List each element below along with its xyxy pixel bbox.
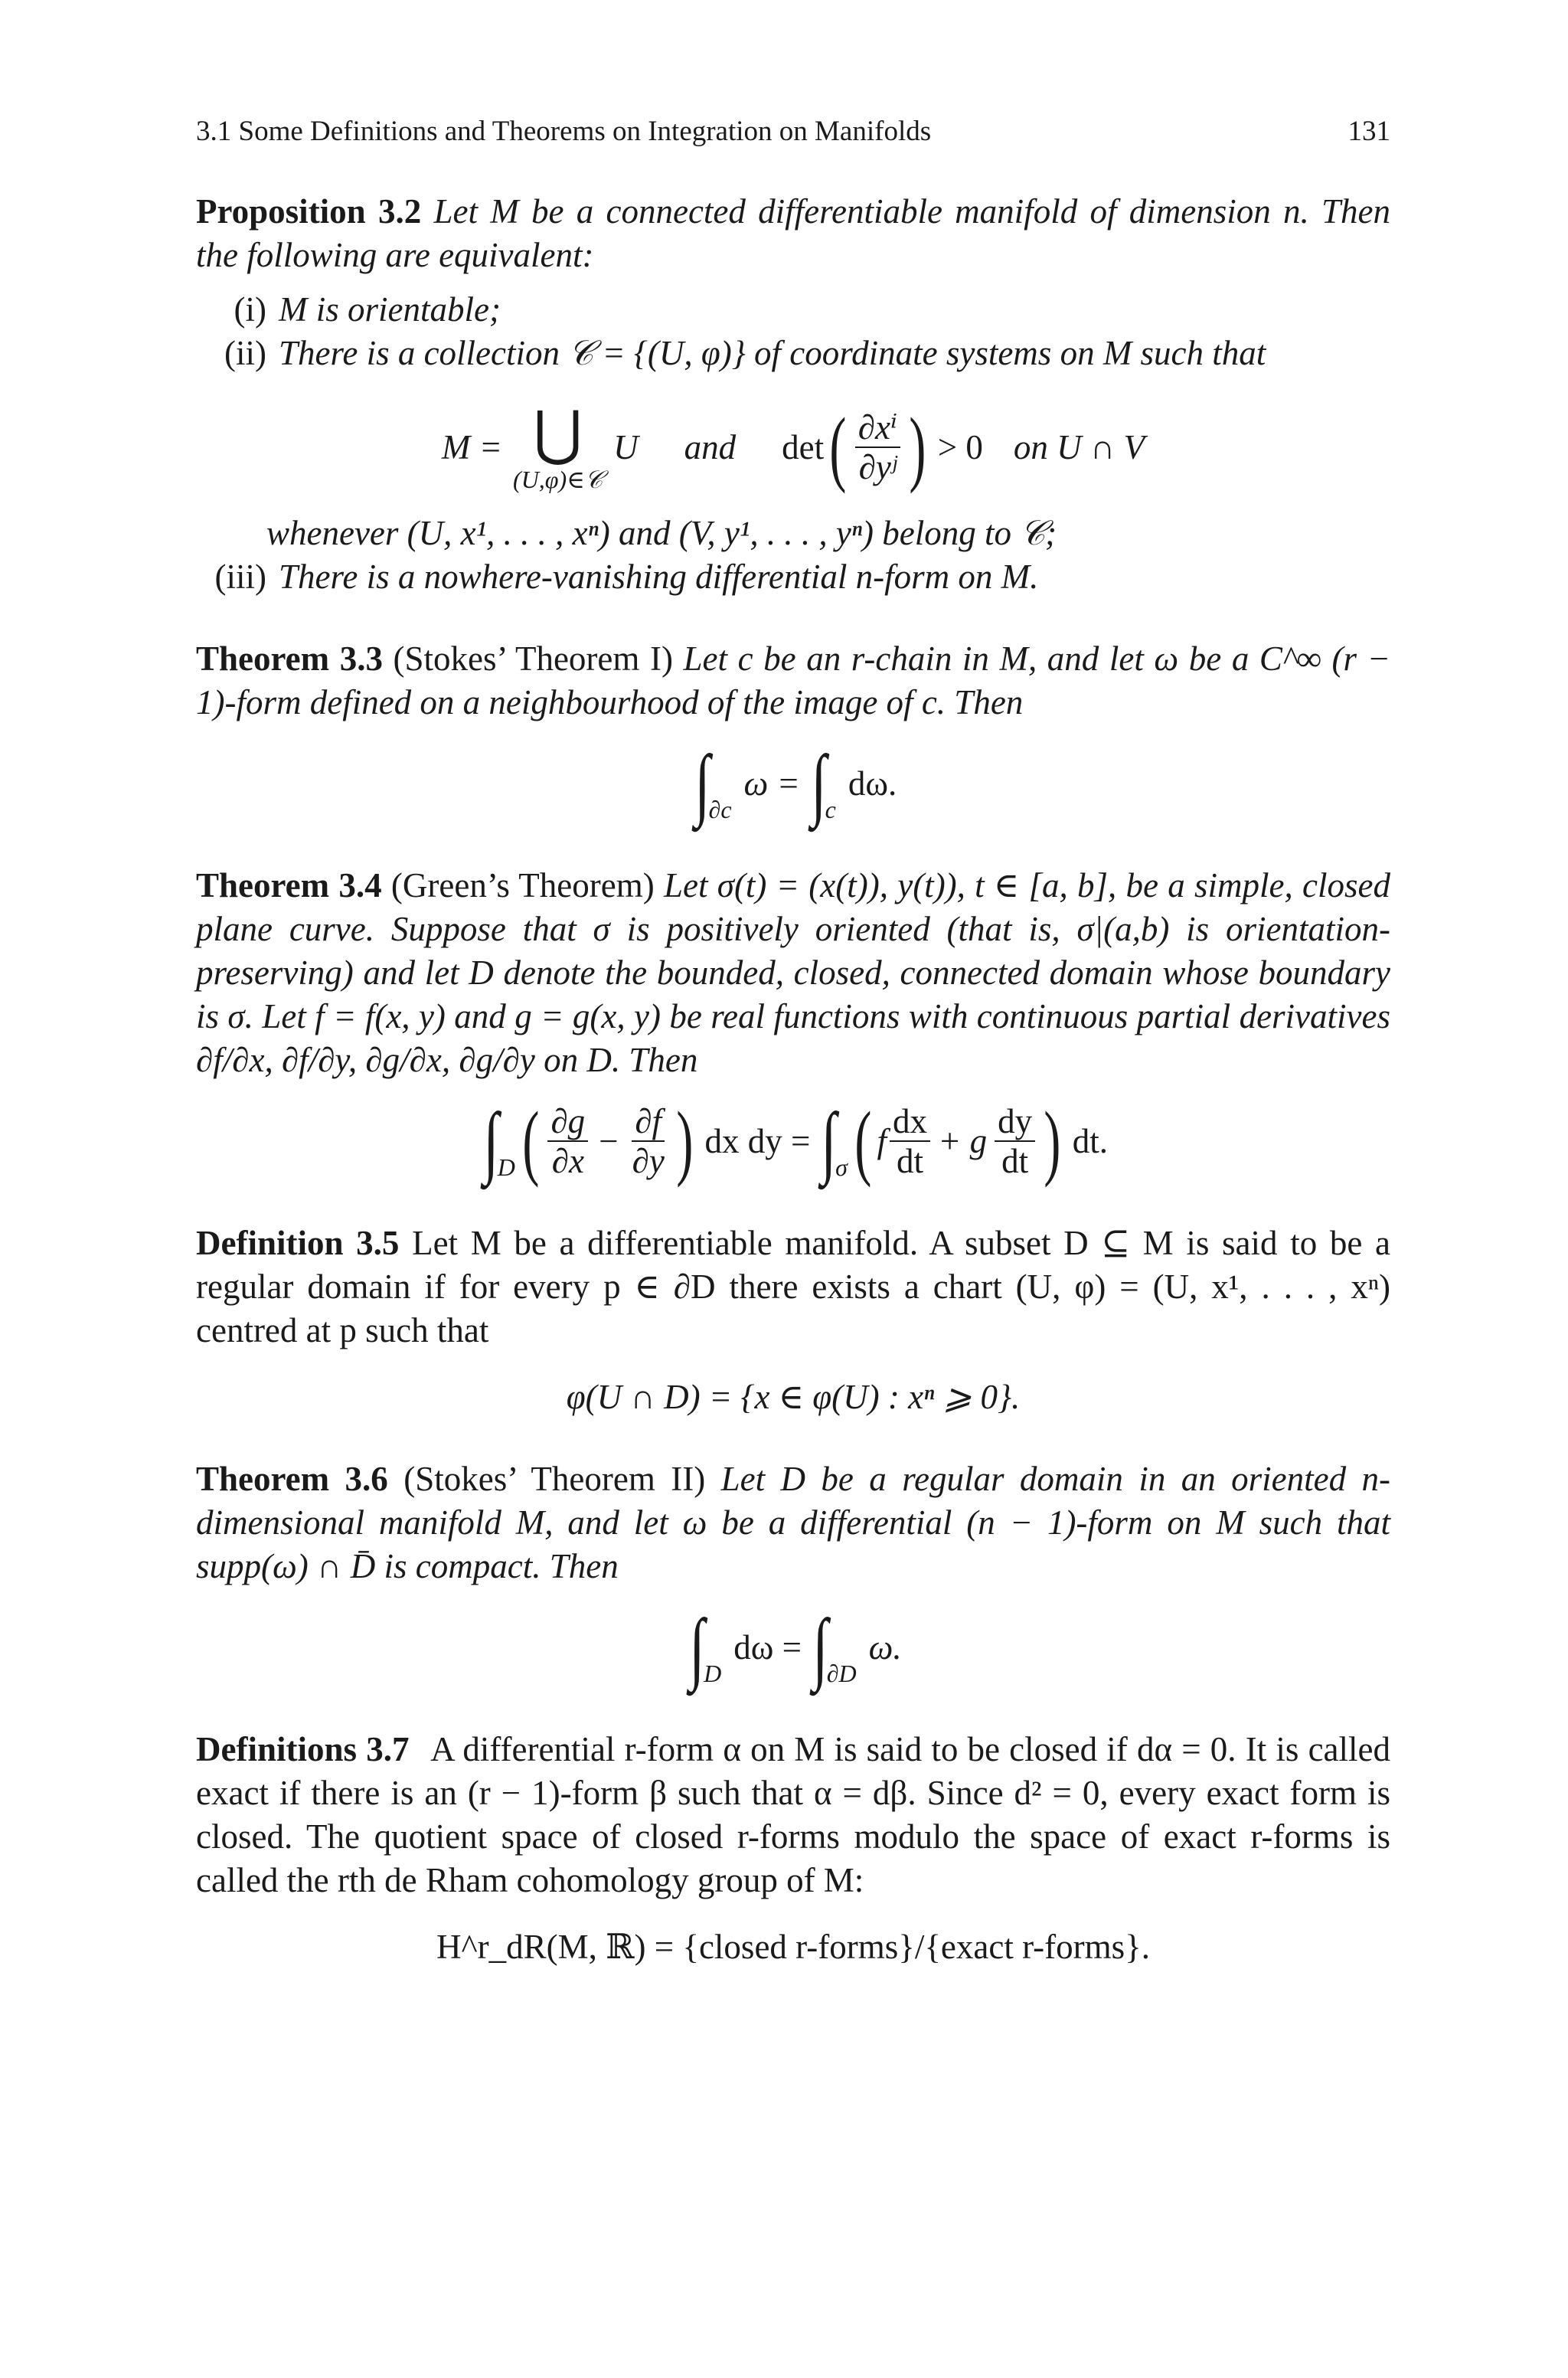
integrand: dω. bbox=[848, 764, 897, 803]
equation-green: ∫ D ( $\frac{\partial g}{\partial x}$ − $\frac{\partial f}{\partial y}$ ) dx dy = ∫ σ ( f $\frac{dx}{dt}$ + g $\frac{dy}{dt}$ ) dt. bbox=[196, 1099, 1390, 1183]
fraction bbox=[995, 1102, 1035, 1180]
eq-and: and bbox=[684, 427, 737, 466]
list-item bbox=[196, 332, 1390, 375]
jacobian-fraction bbox=[855, 408, 900, 486]
dt: dt. bbox=[1072, 1121, 1109, 1160]
eq-on: on U ∩ V bbox=[1013, 427, 1145, 466]
plus-g: + g bbox=[938, 1121, 988, 1160]
definition-3-5 bbox=[196, 1222, 1390, 1419]
theorem-name: (Stokes’ Theorem I) bbox=[393, 639, 673, 678]
fraction-numerator: ∂g bbox=[547, 1102, 588, 1142]
eq-det: det bbox=[782, 427, 825, 466]
item-number: (i) bbox=[234, 290, 266, 329]
dxdy: dx dy = bbox=[704, 1121, 811, 1160]
definition-label: Definition 3.5 bbox=[196, 1224, 400, 1262]
integral: ∫ ∂c bbox=[691, 741, 732, 826]
whenever-text: whenever (U, x¹, . . . , xⁿ) and (V, y¹, . . . , yⁿ) belong to 𝒞; bbox=[266, 514, 1057, 552]
theorem-label: Theorem 3.4 bbox=[196, 866, 382, 904]
list-item bbox=[196, 555, 1390, 599]
fraction bbox=[890, 1102, 930, 1180]
theorem-statement: Let D be a regular domain in an oriented n-dimensional manifold M, and let ω be a differential (n − 1)-form on M such that supp(ω) ∩ D̄ is compact. Then bbox=[196, 1460, 1390, 1585]
item-text: There is a nowhere-vanishing differential n-form on M. bbox=[279, 558, 1039, 596]
coefficient-f: f bbox=[877, 1121, 887, 1160]
item-text: M is orientable; bbox=[279, 290, 501, 329]
fraction bbox=[547, 1102, 588, 1180]
proposition-label: Proposition 3.2 bbox=[196, 192, 422, 231]
theorem-3-6 bbox=[196, 1457, 1390, 1692]
bigcup-subscript: (U,φ)∈𝒞 bbox=[513, 466, 603, 493]
integral-subscript: σ bbox=[835, 1153, 848, 1181]
integral: ∫ c bbox=[808, 741, 836, 826]
fraction-denominator: ∂x bbox=[551, 1142, 584, 1180]
fraction bbox=[629, 1102, 668, 1180]
integral-subscript: c bbox=[825, 796, 836, 823]
integral-subscript: D bbox=[704, 1660, 722, 1687]
bigcup: ⋃ (U,φ)∈𝒞 bbox=[513, 400, 603, 493]
integrand: ω = bbox=[743, 764, 800, 803]
minus-sign: − bbox=[599, 1121, 619, 1160]
integral: ∫ D bbox=[686, 1605, 721, 1689]
item-text: There is a collection 𝒞 = {(U, φ)} of coordinate systems on M such that bbox=[279, 334, 1266, 372]
fraction-numerator: dx bbox=[890, 1102, 930, 1142]
definition-label: Definitions 3.7 bbox=[196, 1730, 410, 1768]
section-title: 3.1 Some Definitions and Theorems on Integration on Manifolds bbox=[196, 116, 932, 147]
item-number: (iii) bbox=[214, 558, 266, 596]
equation-regular-domain: φ(U ∩ D) = {x ∈ φ(U) : xⁿ ⩾ 0}. bbox=[566, 1378, 1021, 1416]
fraction-numerator: ∂f bbox=[632, 1102, 665, 1142]
equation-stokes-2 bbox=[196, 1602, 1390, 1692]
equation-stokes-1 bbox=[196, 738, 1390, 828]
theorem-3-3 bbox=[196, 637, 1390, 826]
fraction-denominator: ∂y bbox=[632, 1142, 665, 1180]
theorem-statement: Let c be an r-chain in M, and let ω be a C^∞ (r − 1)-form defined on a neighbourhood of the image of c. Then bbox=[196, 639, 1391, 721]
eq-u: U bbox=[613, 427, 639, 466]
equation-union-det: M = ⋃ (U,φ)∈𝒞 U and det ( $\frac{\text{∂xⁱ}}{\text{∂yʲ}}$ ) > 0 on U ∩ V bbox=[441, 400, 1145, 494]
list-item bbox=[196, 288, 1390, 332]
theorem-name: (Green’s Theorem) bbox=[390, 866, 655, 904]
proposition-statement: Let M be a connected differentiable manifold of dimension n. Then the following are equivalent: bbox=[196, 192, 1390, 274]
eq-rhs: > 0 bbox=[937, 427, 983, 466]
integral: ∫ σ bbox=[818, 1099, 848, 1183]
equation-de-rham: H^r_dR(M, ℝ) = {closed r-forms}/{exact r-forms}. bbox=[436, 1928, 1150, 1966]
proposition-3-2 bbox=[196, 190, 1390, 599]
item-number: (ii) bbox=[224, 334, 266, 372]
fraction-denominator: dt bbox=[897, 1142, 924, 1180]
integral: ∫ ∂D bbox=[809, 1605, 857, 1689]
fraction-numerator: ∂xⁱ bbox=[855, 408, 900, 448]
fraction-numerator: dy bbox=[995, 1102, 1035, 1142]
integral-subscript: ∂c bbox=[708, 796, 732, 823]
page-number: 131 bbox=[1348, 116, 1390, 147]
integral-subscript: ∂D bbox=[826, 1660, 857, 1687]
integral: ∫ D bbox=[480, 1099, 515, 1183]
theorem-label: Theorem 3.3 bbox=[196, 639, 383, 678]
page bbox=[196, 115, 1390, 2007]
theorem-3-4 bbox=[196, 864, 1391, 1188]
theorem-name: (Stokes’ Theorem II) bbox=[403, 1460, 706, 1498]
eq-lhs: M = bbox=[441, 427, 503, 466]
integrand: dω = bbox=[733, 1627, 802, 1667]
integrand: ω. bbox=[868, 1627, 902, 1667]
definition-statement: A differential r-form α on M is said to be closed if dα = 0. It is called exact if there is an (r − 1)-form β such that α = dβ. Since d² = 0, every exact form is closed. The quotient space of closed r-forms modulo the space of exact r-forms is called the rth de Rham cohomology group of M: bbox=[196, 1730, 1390, 1899]
equivalence-list bbox=[196, 288, 1390, 375]
definition-statement: Let M be a differentiable manifold. A subset D ⊆ M is said to be a regular domain if for every p ∈ ∂D there exists a chart (U, φ) = (U, x¹, . . . , xⁿ) centred at p such that bbox=[196, 1224, 1390, 1349]
fraction-denominator: ∂yʲ bbox=[858, 448, 897, 486]
theorem-statement: Let σ(t) = (x(t)), y(t)), t ∈ [a, b], be a simple, closed plane curve. Suppose that σ is positively oriented (that is, σ|(a,b) is orientation-preserving) and let D denote the bounded, closed, connected domain whose boundary is σ. Let f = f(x, y) and g = g(x, y) be real functions with continuous partial derivatives ∂f/∂x, ∂f/∂y, ∂g/∂x, ∂g/∂y on D. Then bbox=[196, 866, 1391, 1079]
running-header bbox=[196, 115, 1390, 149]
fraction-denominator: dt bbox=[1001, 1142, 1029, 1180]
integral-subscript: D bbox=[497, 1153, 515, 1181]
definitions-3-7 bbox=[196, 1728, 1390, 1969]
theorem-label: Theorem 3.6 bbox=[196, 1460, 388, 1498]
